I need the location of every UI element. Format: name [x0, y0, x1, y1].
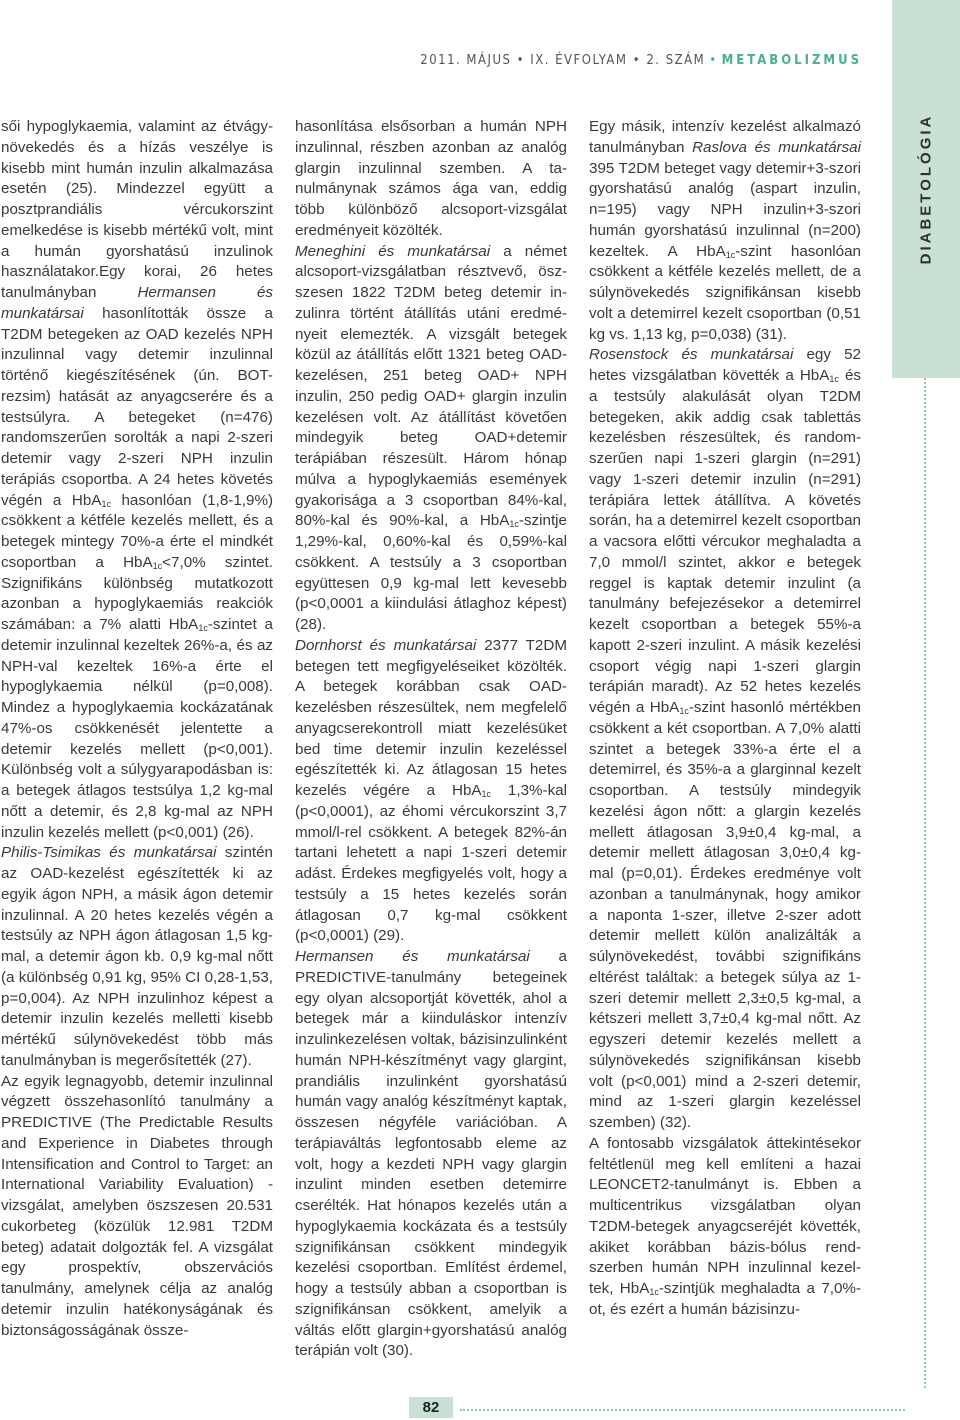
section-label: DIABETOLÓGIA — [917, 113, 935, 265]
text-column-1 — [1, 117, 273, 1341]
text-run: <7,0% szintet. Szignifikáns különbség mutatkozott azonban a hypoglykaemiás reakciók számában: a 7% alatti HbA — [1, 553, 274, 633]
subscript: 1c — [725, 249, 736, 260]
subscript: 1c — [649, 1287, 659, 1297]
text-column-3 — [589, 117, 861, 1321]
text-run: a PREDICTIVE-tanulmány betegeinek egy olyan alcsoportját követték, ahol a betegek már a kiinduláskor intenzív inzulinkezelésen voltak, bázisinzulinként humán NPH-készítményt vagy glargint, prandiális inzulinként gyorshatású humán vagy analóg készítményt kaptak, összesen négyféle variációban. A terápiaváltás legfontosabb eleme az volt, hogy a kezdeti NPH vagy glargin inzulint minden esetben detemirre cserélték. Hat hónapos kezelés után a hypoglykaemia kockázata és a testsúly szignifikánsan csökkent mindegyik kezelési csoportban. Említést érdemel, hogy a testsúly abban a csoportban is szignifikánsan csökkent, amelyik a váltás előtt glargin+gyorshatású analóg terápián volt (30). — [295, 948, 567, 1360]
text-column-2 — [295, 117, 567, 1362]
paragraph — [1, 1072, 273, 1342]
text-run: szintén az OAD-kezelést egészítették ki az egyik ágon NPH, a másik ágon detemir inzulinnal. A 20 hetes kezelés végén a testsúly az NPH ágon átlagosan 1,5 kg-mal, a detemir ágon kb. 0,9 kg-mal nőtt (a különbség 0,91 kg, 95% CI 0,28-1,53, p=0,004). Az NPH inzulinhoz képest a detemir inzulin kezelés melletti kisebb mértékű súlynövekedést több más tanulmányban is megerősítették (27). — [1, 844, 274, 1069]
author-citation: Dornhorst és munkatársai — [295, 636, 477, 654]
text-run: 2377 T2DM betegen tett megfigyeléseiket közölték. A betegek korábban csak OAD-kezelésben részesültek, nem megfelelő anyagcserekontroll miatt kezelésüket bed time detemir inzulin kezeléssel egészítették ki. Az átlagosan 15 hetes kezelés végére a HbA — [295, 636, 567, 799]
subscript: 1c — [509, 519, 519, 530]
text-run: hasonlítása elsősorban a humán NPH inzulinnal, részben azonban az analóg glargin inzulinnal szemben. A tanulmánynak számos ága van, eddig több különböző alcsoport-vizsgálat eredményeit közölték. — [295, 118, 567, 239]
subscript: 1c — [198, 623, 208, 633]
text-run: -szintje 1,29%-kal, 0,60%-kal és 0,59%-kal csökkent. A testsúly a 3 csoportban együttesen 0,9 kg-mal lett kevesebb (p<0,0001 a kiindulási átlaghoz képest) (28). — [295, 512, 567, 633]
text-run: hasonlították össze a T2DM betegeken az OAD kezelés NPH inzulinnal vagy detemir inzulinnal történő kiegészítésének (ún. BOT-rezsim) hatását az anyagcserére és a testsúlyra. A betegeket (n=476) randomszerűen sorolták a napi 2-szeri detemir vagy 2-szeri NPH inzulin terápiás csoportba. A 24 hetes követés végén a HbA — [1, 304, 273, 509]
text-run: -szint hasonló mértékben csökkent a két csoportban. A 7,0% alatti szintet a betegek 33%-a érte el a detemirrel, és 35%-a a glarginnal kezelt csoportban. A testsúly mindegyik kezelési ágon nőtt: a glargin kezelés mellett átlagosan 3,9±0,4 kg-mal, a detemir mellett átlagosan 3,0±0,4 kg-mal (p=0,01). Érdekes eredménye volt azonban a tanulmánynak, hogy amikor a naponta 1-szer, illetve 2-szer adott detemir mellett külön analizálták a súlynövekedést, további szignifikáns eltérést találtak: a betegek súlya az 1-szeri detemir mellett 2,3±0,5 kg-mal, a kétszeri mellett 3,7±0,4 kg-mal nőtt. Az egyszeri detemir kezelés mellett a súlynövekedés szignifikánsan kisebb volt (p<0,001) mind a 2-szeri detemir, mind az 1-szeri glargin kezeléssel szemben) (32). — [589, 699, 862, 1131]
text-run: Egy korai, 26 hetes tanulmányban — [1, 263, 273, 301]
text-run: egy 52 hetes vizsgálatban követték a HbA — [589, 346, 861, 384]
text-run: -szint hasonlóan csökkent a kétféle kezelés mellett, de a súlynövekedés szignifikánsan kisebb volt a detemirrel kezelt csoportban (0,51 kg vs. 1,13 kg, p=0,038) (31). — [589, 242, 861, 343]
journal-name: METABOLIZMUS — [721, 53, 862, 68]
text-run: -szintet a detemir inzulinnal kezeltek 26%-a, és az NPH-val kezeltek 16%-a érte el hypoglykaemia nélkül (p=0,008). Mindez a hypoglykaemia kockázatának 47%-os csökkenését jelentette a detemir kezelés mellett (p<0,001). Különbség volt a súlygyarapodásban is: a betegek átlagos testsúlya 1,2 kg-mal nőtt a detemir, és 2,8 kg-mal az NPH inzulin kezelés mellett (p<0,001) (26). — [1, 616, 273, 841]
subscript: 1c — [152, 560, 163, 571]
header-separator: • — [709, 53, 718, 68]
paragraph — [295, 636, 567, 947]
text-run: A fontosabb vizsgálatok áttekintésekor feltétlenül meg kell említeni a hazai LEONCET2-tanulmányt is. Ebben a multicentrikus vizsgálatban olyan T2DM-betegek anyagcseréjét követték, akiket korábban bázis-bólus rendszerben humán NPH inzulinnal kezeltek, HbA — [589, 1134, 861, 1297]
text-run: Az egyik legnagyobb, detemir inzulinnal végzett összehasonlító tanulmány a PREDICTIVE (The Predictable Results and Experience in Diabetes through Intensification and Control to Target: an International Variability Evaluation) -vizsgálat, amelyben öszszesen 20.531 cukorbeteg (közülük 12.981 T2DM beteg) adatait dolgozták fel. A vizsgálat egy prospektív, obszervációs tanulmány, amelynek célja az analóg detemir inzulin hatékonyságának és biztonságosságának össze- — [1, 1072, 273, 1339]
text-run: 1,3%-kal (p<0,0001), az éhomi vércukorszint 3,7 mmol/l-rel csökkent. A betegek 82%-án tartani lehetett a napi 1-szeri detemir adást. Érdekes megfigyelés volt, hogy a testsúly a 15 hetes kezelés során átlagosan 0,7 kg-mal csökkent (p<0,0001) (29). — [295, 782, 567, 945]
text-run: sői hypoglykaemia, valamint az étvágynövekedés és a hízás veszélye is kisebb mint humán inzulin alkalmazása esetén (25). Mindezzel együtt a posztprandiális vércukorszint emelkedése is kisebb mértékű volt, mint a humán gyorshatású inzulinok használatakor. — [1, 118, 273, 281]
author-citation: Hermansen és munkatársai — [1, 284, 273, 322]
page-number: 82 — [409, 1397, 453, 1418]
issue-info: 2011. MÁJUS • IX. ÉVFOLYAM • 2. SZÁM — [420, 53, 706, 68]
paragraph — [1, 843, 273, 1071]
subscript: 1c — [101, 498, 111, 509]
author-citation: Rosenstock és munkatársai — [589, 346, 794, 364]
text-run: és a testsúly alakulását olyan T2DM betegeken, akik addig csak tablettás kezelésben részesültek, és randomszerűen napi 1-szeri glargin (n=291) vagy 1-szeri detemir inzulin (n=291) terápiára lettek átállítva. A követés során, ha a detemirrel kezelt csoportban a vacsora előtti vércukor meghaladta a 7,0 mmol/l szintet, akkor e betegek reggel is kaptak detemir inzulint (a tanulmány befejezésekor a detemirrel kezelt csoportban a betegek 55%-a kapott 2-szeri inzulint. A másik kezelési csoport végig napi 1-szeri glargin terápián maradt). Az 52 hetes kezelés végén a HbA — [589, 367, 861, 716]
paragraph — [1, 117, 273, 843]
paragraph — [589, 1134, 861, 1321]
author-citation: Hermansen és munkatársai — [295, 948, 530, 965]
paragraph — [589, 117, 861, 345]
text-run: 395 T2DM beteget vagy detemir+3-szori gyorshatású analóg (aspart inzulin, n=195) vagy NPH inzulin+3-szori humán gyorshatású inzulinnal (n=200) kezeltek. A HbA — [589, 159, 861, 260]
running-header — [420, 53, 862, 68]
text-run: hasonlóan (1,8-1,9%) csökkent a kétféle kezelés mellett, és a betegek mintegy 70%-a érte el mindkét csoportban a HbA — [1, 491, 274, 571]
horizontal-dotted-rule — [460, 1409, 905, 1411]
paragraph — [295, 117, 567, 242]
paragraph — [295, 242, 567, 636]
subscript: 1c — [679, 706, 689, 716]
author-citation: Meneghini és munkatársai — [295, 242, 491, 260]
text-run: a német alcsoport-vizsgálatban résztvevő, öszszesen 1822 T2DM beteg detemir inzulinra történt átállítás utáni eredményeit elemezték. A vizsgált betegek közül az átállítás előtt 1321 beteg OAD-kezelésen, 251 beteg OAD+ NPH inzulin, 250 pedig OAD+ glargin inzulin kezelésen volt. Az átállítást követően mindegyik beteg OAD+detemir terápiában részesült. Három hónap múlva a hypoglykaemiás események gyakorisága a 3 csoportban 84%-kal, 80%-kal és 90%-kal, a HbA — [295, 242, 567, 530]
paragraph — [295, 947, 567, 1362]
text-run: Egy másik, intenzív kezelést alkalmazó tanulmányban — [589, 118, 861, 156]
author-citation: Philis-Tsimikas és munkatársai — [1, 844, 217, 862]
text-run: -szintjük meghaladta a 7,0%-ot, és ezért a humán bázisinzu- — [589, 1280, 861, 1318]
subscript: 1c — [829, 374, 839, 384]
section-sidebar — [892, 0, 960, 378]
vertical-dotted-rule — [924, 378, 926, 1388]
paragraph — [589, 345, 861, 1134]
subscript: 1c — [481, 789, 492, 799]
author-citation: Raslova és munkatársai — [692, 138, 861, 156]
